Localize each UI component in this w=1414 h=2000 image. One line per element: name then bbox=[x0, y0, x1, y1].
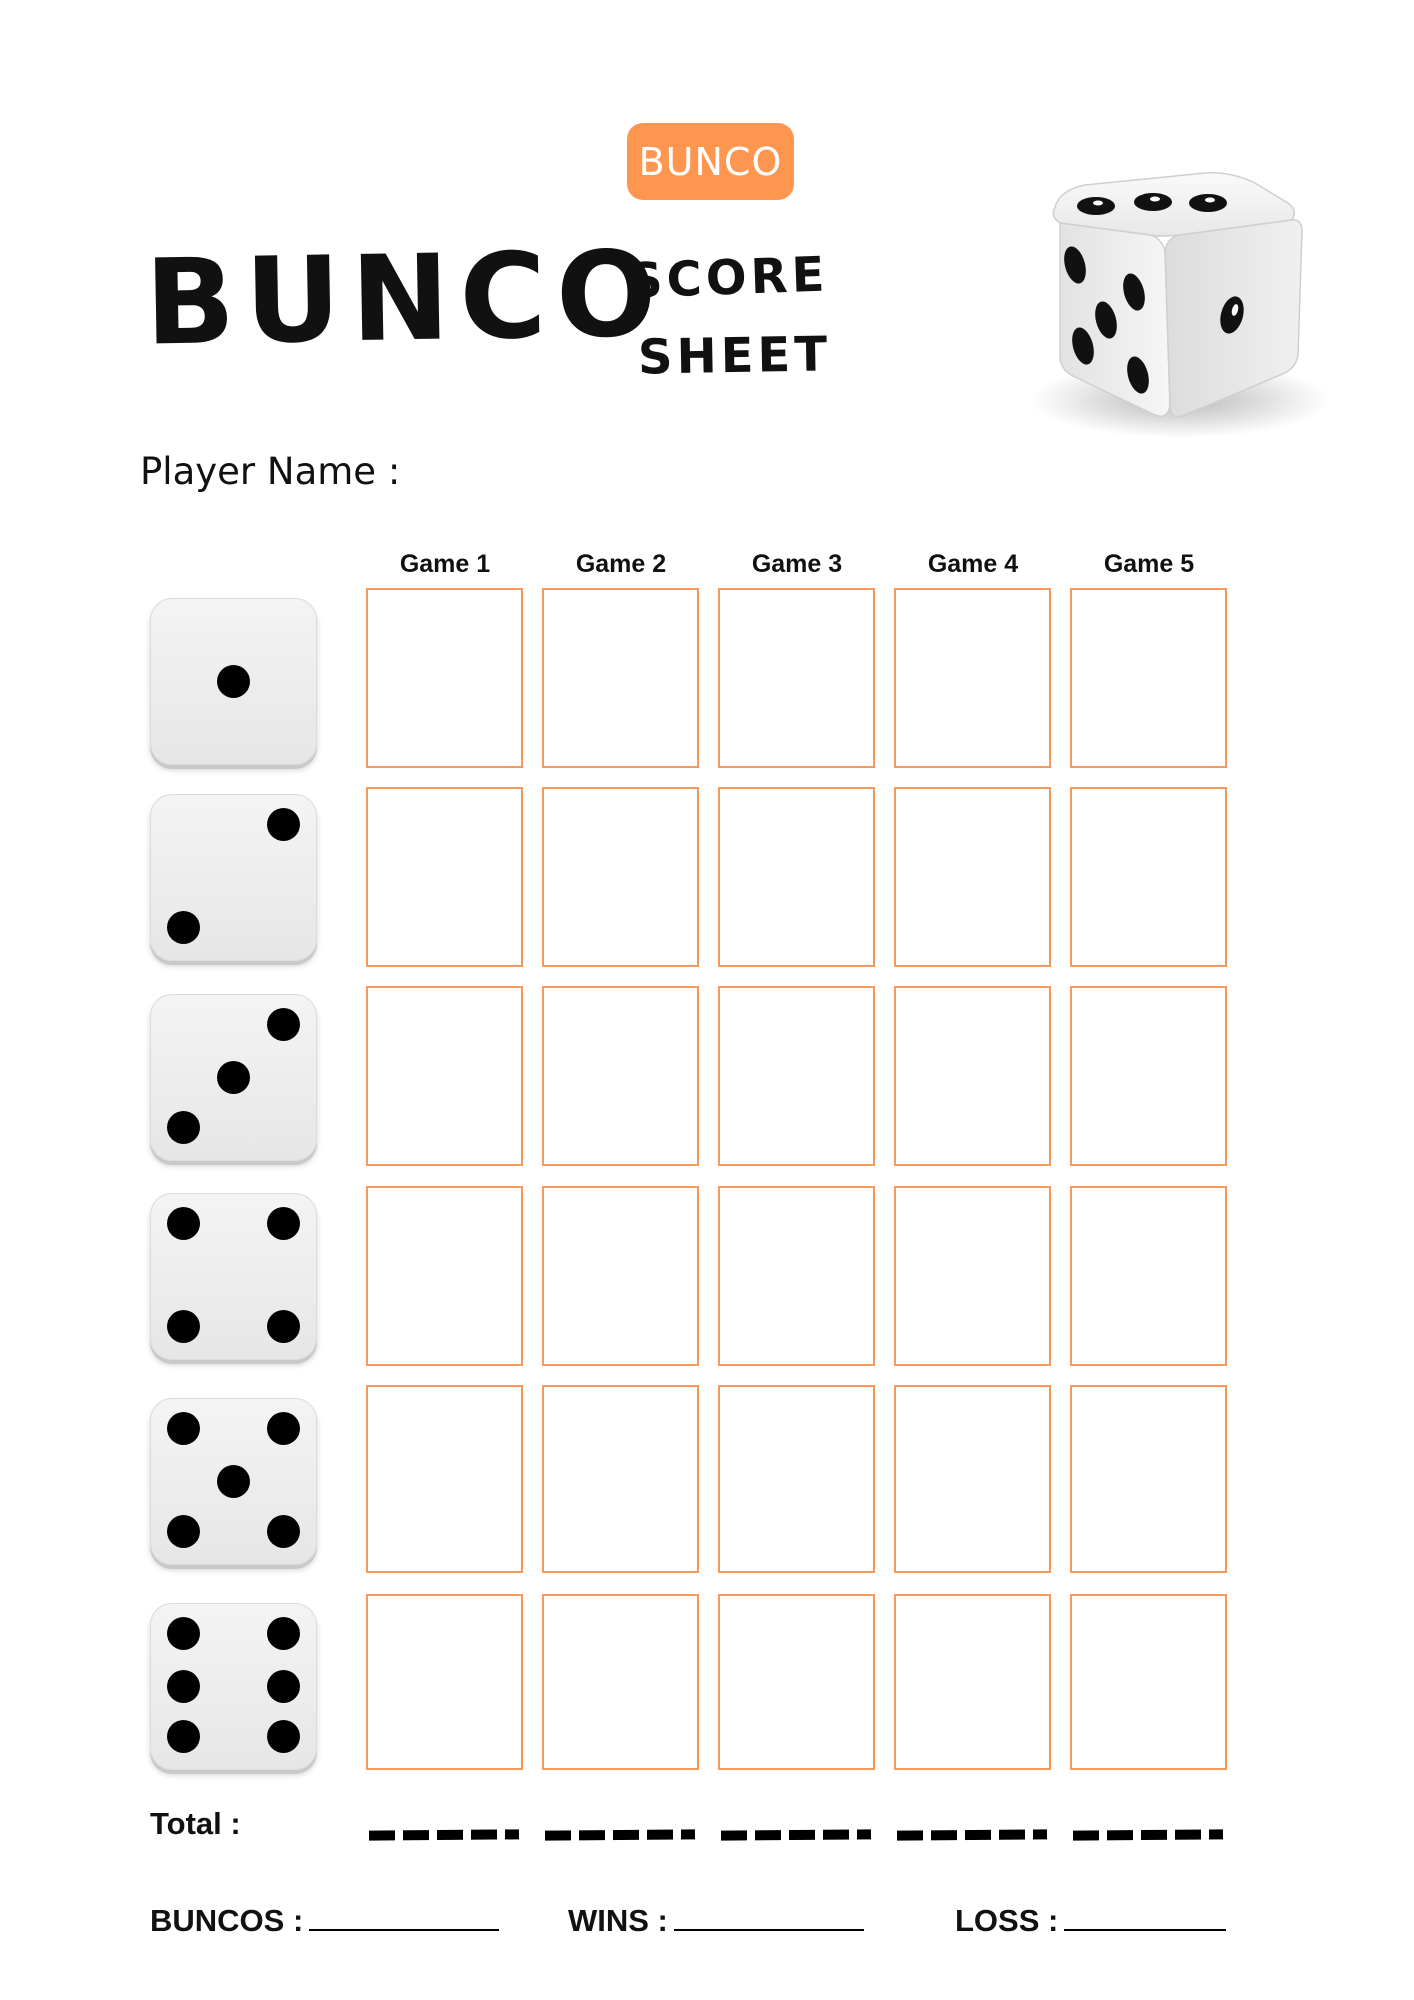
die-pip bbox=[267, 1412, 300, 1445]
die-pip bbox=[167, 1515, 200, 1548]
score-cell-face-3-game-2[interactable] bbox=[542, 986, 699, 1166]
die-pip bbox=[167, 911, 200, 944]
die-pip bbox=[167, 1670, 200, 1703]
score-cell-face-2-game-2[interactable] bbox=[542, 787, 699, 967]
die-face-6-icon bbox=[150, 1603, 317, 1770]
score-cell-face-4-game-3[interactable] bbox=[718, 1186, 875, 1366]
buncos-input-line[interactable] bbox=[309, 1905, 499, 1931]
total-line-game-5[interactable] bbox=[1073, 1829, 1223, 1840]
die-pip bbox=[167, 1111, 200, 1144]
subtitle-sheet: SHEET bbox=[637, 326, 832, 386]
score-cell-face-6-game-3[interactable] bbox=[718, 1594, 875, 1770]
score-cell-face-3-game-3[interactable] bbox=[718, 986, 875, 1166]
loss-label: LOSS : bbox=[955, 1903, 1059, 1938]
die-face-1-icon bbox=[150, 598, 317, 765]
column-header-game-2: Game 2 bbox=[575, 550, 667, 578]
die-pip bbox=[267, 1310, 300, 1343]
buncos-label: BUNCOS : bbox=[150, 1903, 304, 1938]
die-pip bbox=[267, 1008, 300, 1041]
die-pip bbox=[267, 1720, 300, 1753]
score-cell-face-3-game-5[interactable] bbox=[1070, 986, 1227, 1166]
score-cell-face-3-game-4[interactable] bbox=[894, 986, 1051, 1166]
die-pip bbox=[217, 665, 250, 698]
die-face-4-icon bbox=[150, 1193, 317, 1360]
dice-five-3d-icon bbox=[1030, 165, 1330, 440]
die-pip bbox=[217, 1061, 250, 1094]
score-cell-face-1-game-4[interactable] bbox=[894, 588, 1051, 768]
die-pip bbox=[267, 1617, 300, 1650]
score-cell-face-6-game-4[interactable] bbox=[894, 1594, 1051, 1770]
column-header-game-1: Game 1 bbox=[399, 550, 491, 578]
score-cell-face-4-game-1[interactable] bbox=[366, 1186, 523, 1366]
score-cell-face-2-game-5[interactable] bbox=[1070, 787, 1227, 967]
column-header-game-4: Game 4 bbox=[927, 550, 1019, 578]
score-cell-face-4-game-5[interactable] bbox=[1070, 1186, 1227, 1366]
die-face-2-icon bbox=[150, 794, 317, 961]
score-cell-face-6-game-1[interactable] bbox=[366, 1594, 523, 1770]
die-pip bbox=[267, 1207, 300, 1240]
die-pip bbox=[267, 1515, 300, 1548]
total-line-game-4[interactable] bbox=[897, 1829, 1047, 1840]
score-cell-face-5-game-5[interactable] bbox=[1070, 1385, 1227, 1573]
score-cell-face-2-game-3[interactable] bbox=[718, 787, 875, 967]
die-pip bbox=[167, 1207, 200, 1240]
wins-input-line[interactable] bbox=[674, 1905, 864, 1931]
wins-label: WINS : bbox=[568, 1903, 668, 1938]
score-cell-face-1-game-3[interactable] bbox=[718, 588, 875, 768]
loss-input-line[interactable] bbox=[1064, 1905, 1226, 1931]
total-line-game-1[interactable] bbox=[369, 1829, 519, 1840]
score-cell-face-4-game-2[interactable] bbox=[542, 1186, 699, 1366]
column-header-game-3: Game 3 bbox=[751, 550, 843, 578]
die-pip bbox=[167, 1617, 200, 1650]
die-pip bbox=[167, 1412, 200, 1445]
score-cell-face-6-game-2[interactable] bbox=[542, 1594, 699, 1770]
score-cell-face-2-game-4[interactable] bbox=[894, 787, 1051, 967]
score-cell-face-1-game-5[interactable] bbox=[1070, 588, 1227, 768]
score-cell-face-2-game-1[interactable] bbox=[366, 787, 523, 967]
die-face-5-icon bbox=[150, 1398, 317, 1565]
score-cell-face-5-game-1[interactable] bbox=[366, 1385, 523, 1573]
total-line-game-2[interactable] bbox=[545, 1829, 695, 1840]
score-cell-face-5-game-3[interactable] bbox=[718, 1385, 875, 1573]
subtitle-score: SCORE bbox=[627, 246, 830, 310]
total-label: Total : bbox=[150, 1806, 241, 1841]
score-cell-face-4-game-4[interactable] bbox=[894, 1186, 1051, 1366]
score-cell-face-3-game-1[interactable] bbox=[366, 986, 523, 1166]
total-line-game-3[interactable] bbox=[721, 1829, 871, 1840]
die-pip bbox=[267, 1670, 300, 1703]
die-pip bbox=[167, 1310, 200, 1343]
score-cell-face-5-game-4[interactable] bbox=[894, 1385, 1051, 1573]
loss-field bbox=[955, 1903, 1226, 1939]
score-cell-face-1-game-1[interactable] bbox=[366, 588, 523, 768]
die-face-3-icon bbox=[150, 994, 317, 1161]
score-cell-face-6-game-5[interactable] bbox=[1070, 1594, 1227, 1770]
bunco-badge: BUNCO bbox=[627, 123, 794, 200]
die-pip bbox=[217, 1465, 250, 1498]
wins-field bbox=[568, 1903, 864, 1939]
die-pip bbox=[167, 1720, 200, 1753]
score-cell-face-5-game-2[interactable] bbox=[542, 1385, 699, 1573]
player-name-label: Player Name : bbox=[140, 450, 401, 493]
score-cell-face-1-game-2[interactable] bbox=[542, 588, 699, 768]
column-header-game-5: Game 5 bbox=[1103, 550, 1195, 578]
page-title: BUNCO bbox=[143, 224, 668, 372]
buncos-field bbox=[150, 1903, 499, 1939]
die-pip bbox=[267, 808, 300, 841]
